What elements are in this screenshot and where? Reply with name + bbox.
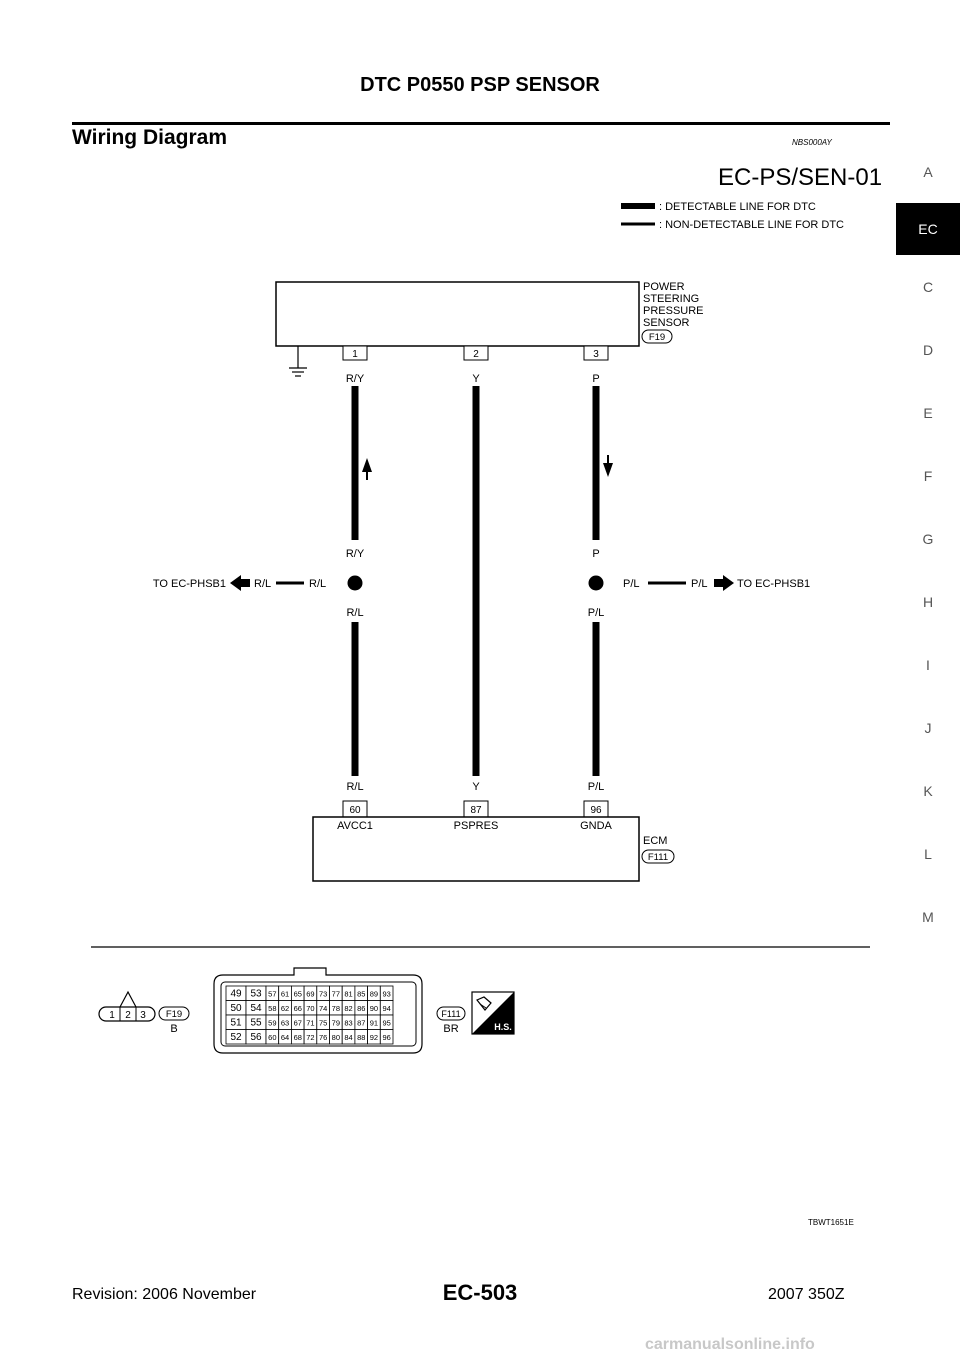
f111-pin-68: 68	[293, 1033, 302, 1042]
tab-j[interactable]: J	[924, 719, 932, 736]
legend-non-detectable-text: : NON-DETECTABLE LINE FOR DTC	[659, 219, 844, 231]
f111-pin-77: 77	[331, 989, 341, 999]
f111-pin-63: 63	[280, 1018, 290, 1028]
ecm-pin-96-label: 96	[590, 805, 602, 816]
f111-pin-75: 75	[318, 1018, 328, 1028]
f111-pin-74: 74	[318, 1004, 328, 1013]
ecm-pin-87-label: 87	[470, 805, 482, 816]
f111-pin-61: 61	[280, 989, 290, 999]
ecm-pin-label-gnda: GNDA	[580, 820, 612, 832]
f19-pin-1: 1	[109, 1010, 115, 1021]
f111-pin-62: 62	[280, 1004, 290, 1013]
f19-connector-color: B	[170, 1023, 178, 1035]
f111-pin-56: 56	[250, 1032, 262, 1043]
wire-color-rl-ecm: R/L	[346, 781, 364, 793]
f111-pin-92: 92	[369, 1033, 379, 1042]
f111-connector-label: F111	[441, 1009, 461, 1019]
splice-left	[348, 576, 363, 591]
f111-pin-65: 65	[293, 989, 302, 999]
f111-pin-66: 66	[293, 1004, 302, 1013]
f111-pin-73: 73	[318, 989, 328, 999]
tab-i[interactable]: I	[926, 656, 930, 673]
sensor-pin-1-label: 1	[352, 349, 358, 360]
sensor-pin-3-label: 3	[593, 349, 599, 360]
wires	[153, 373, 810, 793]
f111-pin-91: 91	[369, 1018, 379, 1028]
wire-color-y-ecm: Y	[472, 781, 480, 793]
f111-pin-54: 54	[250, 1003, 262, 1014]
f111-pin-72: 72	[306, 1033, 315, 1042]
section-code: NBS000AY	[792, 138, 832, 147]
wire-color-y-top: Y	[472, 373, 480, 385]
legend-detectable-text: : DETECTABLE LINE FOR DTC	[659, 201, 816, 213]
f111-pin-81: 81	[344, 989, 353, 999]
wire-color-rl-below-splice: R/L	[346, 607, 364, 619]
f111-pin-84: 84	[344, 1033, 353, 1042]
f111-pin-95: 95	[382, 1018, 391, 1028]
f111-pin-59: 59	[268, 1018, 277, 1028]
tab-l[interactable]: L	[924, 845, 932, 862]
wire-color-ry-top: R/Y	[345, 373, 365, 385]
f111-pin-58: 58	[268, 1004, 277, 1013]
f111-pin-86: 86	[357, 1004, 366, 1013]
sensor-connector-label: F19	[648, 332, 666, 343]
sensor-pin-2-label: 2	[473, 349, 479, 360]
f111-pin-53: 53	[250, 988, 262, 1000]
f111-pin-85: 85	[357, 989, 366, 999]
f111-pin-55: 55	[250, 1017, 262, 1029]
f111-pin-70: 70	[306, 1004, 315, 1013]
f19-pin-2: 2	[125, 1010, 131, 1021]
f111-connector-color: BR	[443, 1023, 459, 1035]
f111-pin-83: 83	[344, 1018, 353, 1028]
harness-side-icon	[472, 992, 514, 1034]
sensor-name-line-1: POWER	[643, 281, 685, 293]
ecm-connector-label: F111	[647, 852, 669, 863]
tab-e[interactable]: E	[923, 404, 933, 421]
hs-label: H.S.	[494, 1022, 512, 1032]
footer-site-watermark: carmanualsonline.info	[645, 1336, 815, 1353]
splice-right	[589, 576, 604, 591]
f111-pin-69: 69	[306, 989, 315, 999]
f111-pin-82: 82	[344, 1004, 353, 1013]
f111-pin-88: 88	[357, 1033, 366, 1042]
branch-right-color-near: P/L	[623, 578, 640, 590]
f111-pin-60: 60	[268, 1033, 277, 1042]
f111-pin-49: 49	[230, 988, 242, 1000]
ecm-name: ECM	[643, 835, 668, 847]
branch-left-arrow	[230, 575, 250, 591]
f111-pin-grid	[226, 986, 393, 1044]
f111-pin-89: 89	[369, 989, 379, 999]
ecm-pin-60-label: 60	[349, 805, 361, 816]
f111-pin-76: 76	[318, 1033, 328, 1042]
ecm	[313, 801, 674, 881]
f111-pin-71: 71	[306, 1018, 315, 1028]
f19-connector-label: F19	[165, 1009, 183, 1020]
wire-color-pl-ecm: P/L	[587, 781, 605, 793]
page-header-title: DTC P0550 PSP SENSOR	[360, 74, 600, 96]
tab-a[interactable]: A	[923, 163, 933, 180]
f111-pin-50: 50	[230, 1003, 242, 1014]
f111-pin-57: 57	[268, 989, 277, 999]
f19-pin-3: 3	[140, 1010, 146, 1021]
diagram-code: EC-PS/SEN-01	[718, 164, 883, 191]
tab-m[interactable]: M	[922, 908, 934, 925]
f111-pin-93: 93	[382, 989, 391, 999]
f19-connector-view	[99, 992, 189, 1035]
f111-pin-78: 78	[331, 1004, 341, 1013]
branch-left-color-near: R/L	[309, 578, 327, 590]
sensor-name-line-4: SENSOR	[643, 317, 690, 329]
ecm-pin-label-pspres: PSPRES	[453, 820, 499, 832]
f111-pin-51: 51	[230, 1017, 242, 1029]
ecm-pin-label-avcc1: AVCC1	[337, 820, 373, 832]
f111-pin-67: 67	[293, 1018, 302, 1028]
branch-right-color-far: P/L	[691, 578, 708, 590]
sensor-name-line-3: PRESSURE	[643, 305, 704, 317]
tab-h[interactable]: H	[922, 593, 934, 610]
f111-pin-52: 52	[230, 1032, 242, 1043]
legend	[621, 201, 844, 231]
signal-arrow-up	[362, 458, 372, 472]
branch-left-color-far: R/L	[254, 578, 272, 590]
f111-pin-64: 64	[280, 1033, 290, 1042]
footer-model: 2007 350Z	[768, 1286, 845, 1303]
f111-pin-79: 79	[331, 1018, 341, 1028]
tab-d[interactable]: D	[922, 341, 934, 358]
f111-pin-80: 80	[331, 1033, 341, 1042]
sensor-name-line-2: STEERING	[643, 293, 700, 305]
branch-right-arrow	[714, 575, 734, 591]
wire-color-pl-below-splice: P/L	[587, 607, 605, 619]
wire-color-p-bottom: P	[592, 548, 600, 560]
f111-connector-view	[214, 968, 465, 1053]
tab-g[interactable]: G	[922, 530, 934, 547]
f111-pin-94: 94	[382, 1004, 391, 1013]
signal-arrow-down	[603, 463, 613, 477]
power-steering-pressure-sensor	[276, 281, 704, 376]
footer-page-number: EC-503	[442, 1280, 518, 1305]
tab-f[interactable]: F	[923, 467, 933, 484]
tab-c[interactable]: C	[922, 278, 934, 295]
footer-revision: Revision: 2006 November	[72, 1286, 257, 1303]
tab-k[interactable]: K	[923, 782, 933, 799]
tab-ec[interactable]: EC	[896, 203, 960, 255]
wire-color-ry-bottom: R/Y	[345, 548, 365, 560]
f111-pin-87: 87	[357, 1018, 366, 1028]
section-title: Wiring Diagram	[72, 126, 227, 149]
wire-color-p-top: P	[592, 373, 600, 385]
figure-id: TBWT1651E	[808, 1218, 854, 1227]
f111-pin-96: 96	[382, 1033, 391, 1042]
f111-pin-90: 90	[369, 1004, 379, 1013]
branch-left-destination: TO EC-PHSB1	[152, 578, 226, 590]
branch-right-destination: TO EC-PHSB1	[737, 578, 811, 590]
